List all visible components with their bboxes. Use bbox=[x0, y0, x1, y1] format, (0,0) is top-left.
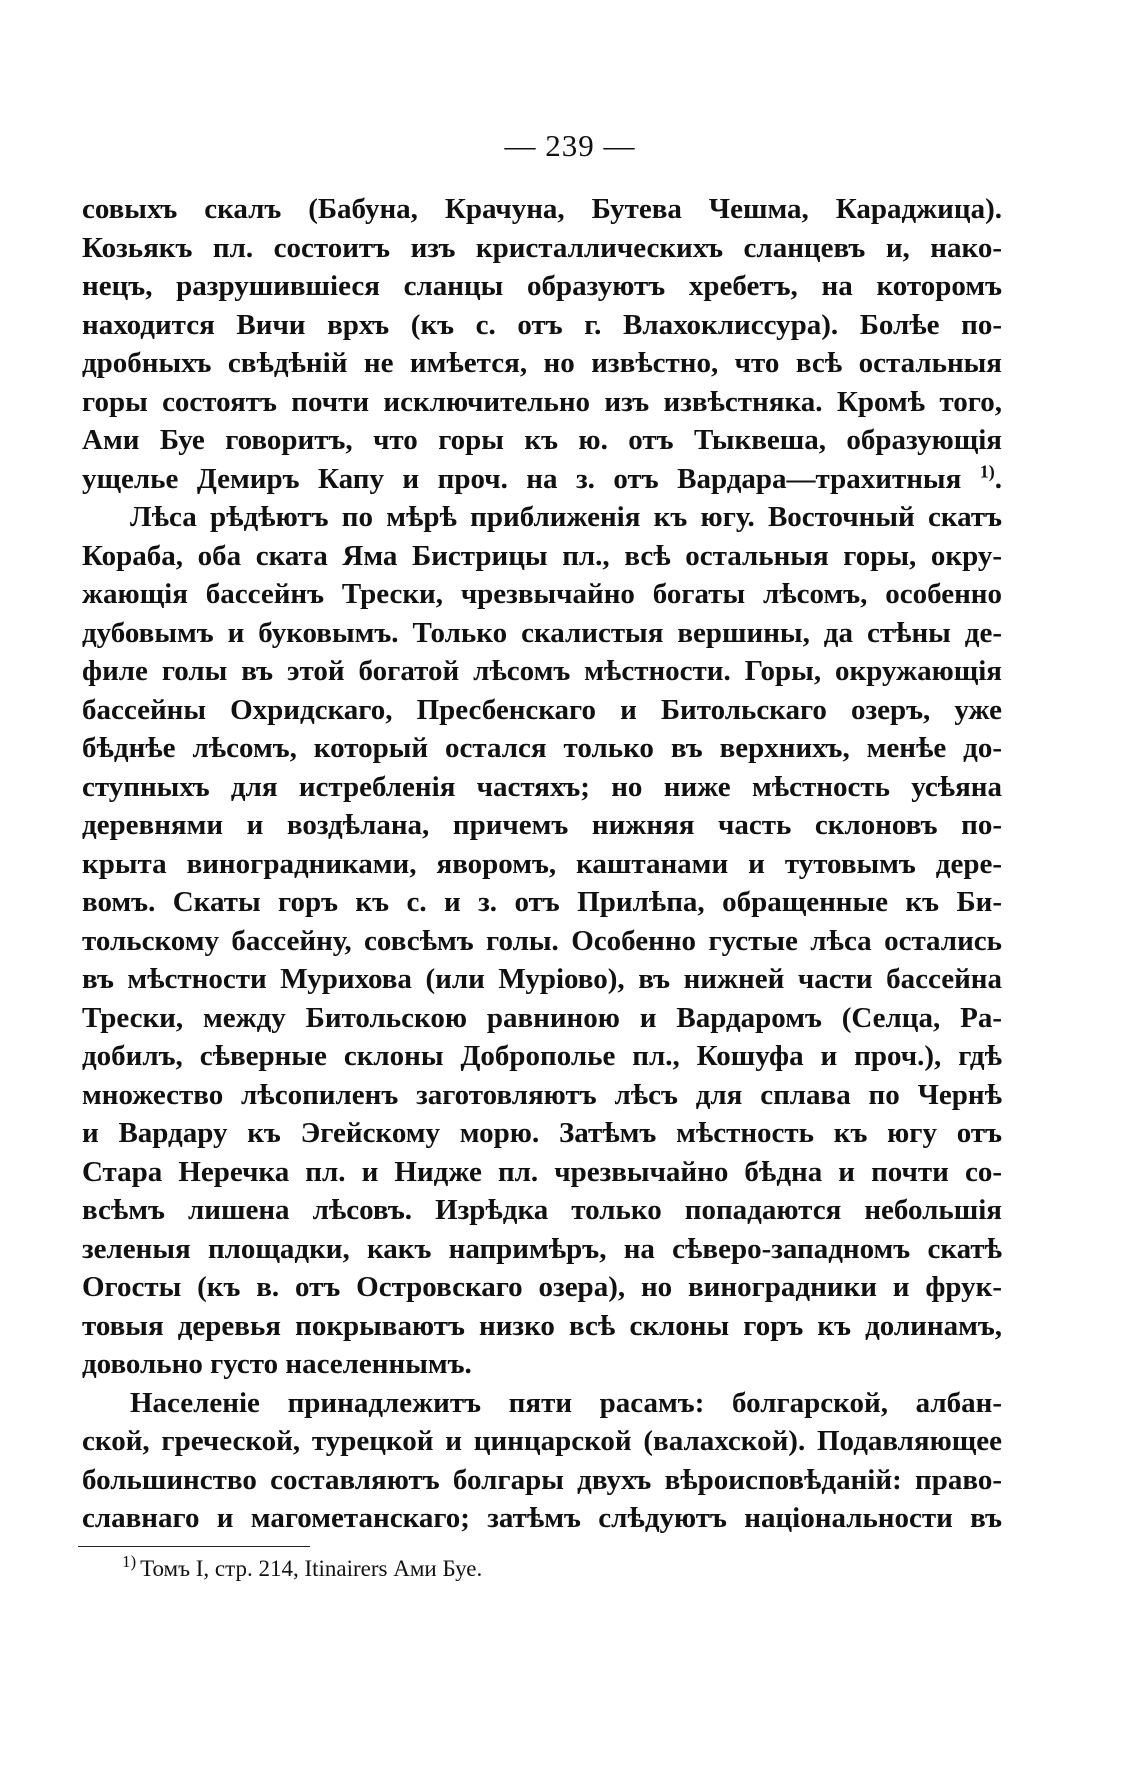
text-line: товыя деревья покрываютъ низко всѣ склоны горъ къ долинамъ, bbox=[82, 1309, 1002, 1342]
text-line: дубовымъ и буковымъ. Только скалистыя вершины, да стѣны де- bbox=[82, 616, 1002, 649]
footnote-reference: 1) bbox=[979, 460, 995, 481]
footnote bbox=[122, 1552, 483, 1582]
text-line: Козьякъ пл. состоитъ изъ кристаллическихъ сланцевъ и, нако- bbox=[82, 231, 1002, 264]
text-line: жающія бассейнъ Трески, чрезвычайно богаты лѣсомъ, особенно bbox=[82, 578, 1002, 610]
paragraph-3 bbox=[82, 1384, 1002, 1538]
text-line: вомъ. Скаты горъ къ с. и з. отъ Прилѣпа, обращенные къ Би- bbox=[82, 886, 1002, 918]
text-line: находится Вичи врхъ (къ с. отъ г. Влахоклиссура). Болѣе по- bbox=[82, 308, 1002, 341]
text-line: крыта виноградниками, яворомъ, каштанами и тутовымъ дере- bbox=[82, 847, 1002, 880]
footnote-text: Томъ I, стр. 214, Itinairers Ами Буе. bbox=[140, 1556, 483, 1581]
text-line: Стара Неречка пл. и Нидже пл. чрезвычайно бѣдна и почти со- bbox=[82, 1155, 1002, 1188]
text-line: въ мѣстности Мурихова (или Муріово), въ нижней части бассейна bbox=[82, 963, 1002, 995]
text-line: большинство составляютъ болгары двухъ вѣроисповѣданій: право- bbox=[82, 1463, 1002, 1496]
paragraph-2 bbox=[82, 498, 1002, 1384]
text-line: Огосты (къ в. отъ Островскаго озера), но виноградники и фрук- bbox=[82, 1271, 1002, 1303]
footnote-divider bbox=[78, 1546, 310, 1547]
text-line: Лѣса рѣдѣютъ по мѣрѣ приближенія къ югу. Восточный скатъ bbox=[130, 501, 1002, 533]
footnote-mark: 1) bbox=[122, 1552, 137, 1572]
text-line-with-footnote: ущелье Демиръ Капу и проч. на з. отъ Вардара—трахитныя $^{1)}$. bbox=[82, 460, 1003, 495]
text-line: дробныхъ свѣдѣній не имѣется, но извѣстно, что всѣ остальныя bbox=[82, 347, 1002, 379]
text-line: совыхъ скалъ (Бабуна, Крачуна, Бутева Чешма, Караджица). bbox=[82, 193, 1002, 225]
body-text bbox=[82, 190, 1002, 1538]
text-line: довольно густо населеннымъ. bbox=[82, 1348, 472, 1380]
text-line: множество лѣсопиленъ заготовляютъ лѣсъ для сплава по Чернѣ bbox=[82, 1078, 1002, 1111]
text-line: ступныхъ для истребленія частяхъ; но ниже мѣстность усѣяна bbox=[82, 770, 1002, 803]
text-line: тольскому бассейну, совсѣмъ голы. Особенно густые лѣса остались bbox=[82, 924, 1002, 957]
text-line-content: ущелье Демиръ Капу и проч. на з. отъ Вардара—трахитныя bbox=[82, 462, 962, 495]
text-line: деревнями и воздѣлана, причемъ нижняя часть склоновъ по- bbox=[82, 809, 1002, 841]
text-line: Ами Буе говоритъ, что горы къ ю. отъ Тыквеша, образующія bbox=[82, 424, 1002, 456]
text-line: бѣднѣе лѣсомъ, который остался только въ верхнихъ, менѣе до- bbox=[82, 732, 1002, 764]
page-number: — 239 — bbox=[504, 128, 636, 163]
text-line: нецъ, разрушившіеся сланцы образуютъ хребетъ, на которомъ bbox=[82, 270, 1002, 302]
text-line: Населеніе принадлежитъ пяти расамъ: болгарской, албан- bbox=[130, 1386, 1002, 1419]
text-line: и Вардару къ Эгейскому морю. Затѣмъ мѣстность къ югу отъ bbox=[82, 1117, 1002, 1149]
text-line: добилъ, сѣверные склоны Доброполье пл., Кошуфа и проч.), гдѣ bbox=[82, 1040, 1002, 1072]
text-line: бассейны Охридскаго, Пресбенскаго и Битольскаго озеръ, уже bbox=[82, 693, 1002, 726]
text-line: Трески, между Битольскою равниною и Вардаромъ (Селца, Ра- bbox=[82, 1001, 1002, 1034]
text-line: ской, греческой, турецкой и цинцарской (валахской). Подавляющее bbox=[82, 1425, 1002, 1457]
paragraph-1 bbox=[82, 190, 1002, 498]
text-line: славнаго и магометанскаго; затѣмъ слѣдуютъ національности въ bbox=[82, 1502, 1002, 1534]
text-line: всѣмъ лишена лѣсовъ. Изрѣдка только попадаются небольшія bbox=[82, 1194, 1002, 1226]
text-line: горы состоятъ почти исключительно изъ извѣстняка. Кромѣ того, bbox=[82, 385, 1002, 418]
text-line: Кораба, оба ската Яма Бистрицы пл., всѣ остальныя горы, окру- bbox=[82, 539, 1002, 572]
text-line: филе голы въ этой богатой лѣсомъ мѣстности. Горы, окружающія bbox=[82, 655, 1002, 687]
text-line: зеленыя площадки, какъ напримѣръ, на сѣверо-западномъ скатѣ bbox=[82, 1232, 1002, 1265]
